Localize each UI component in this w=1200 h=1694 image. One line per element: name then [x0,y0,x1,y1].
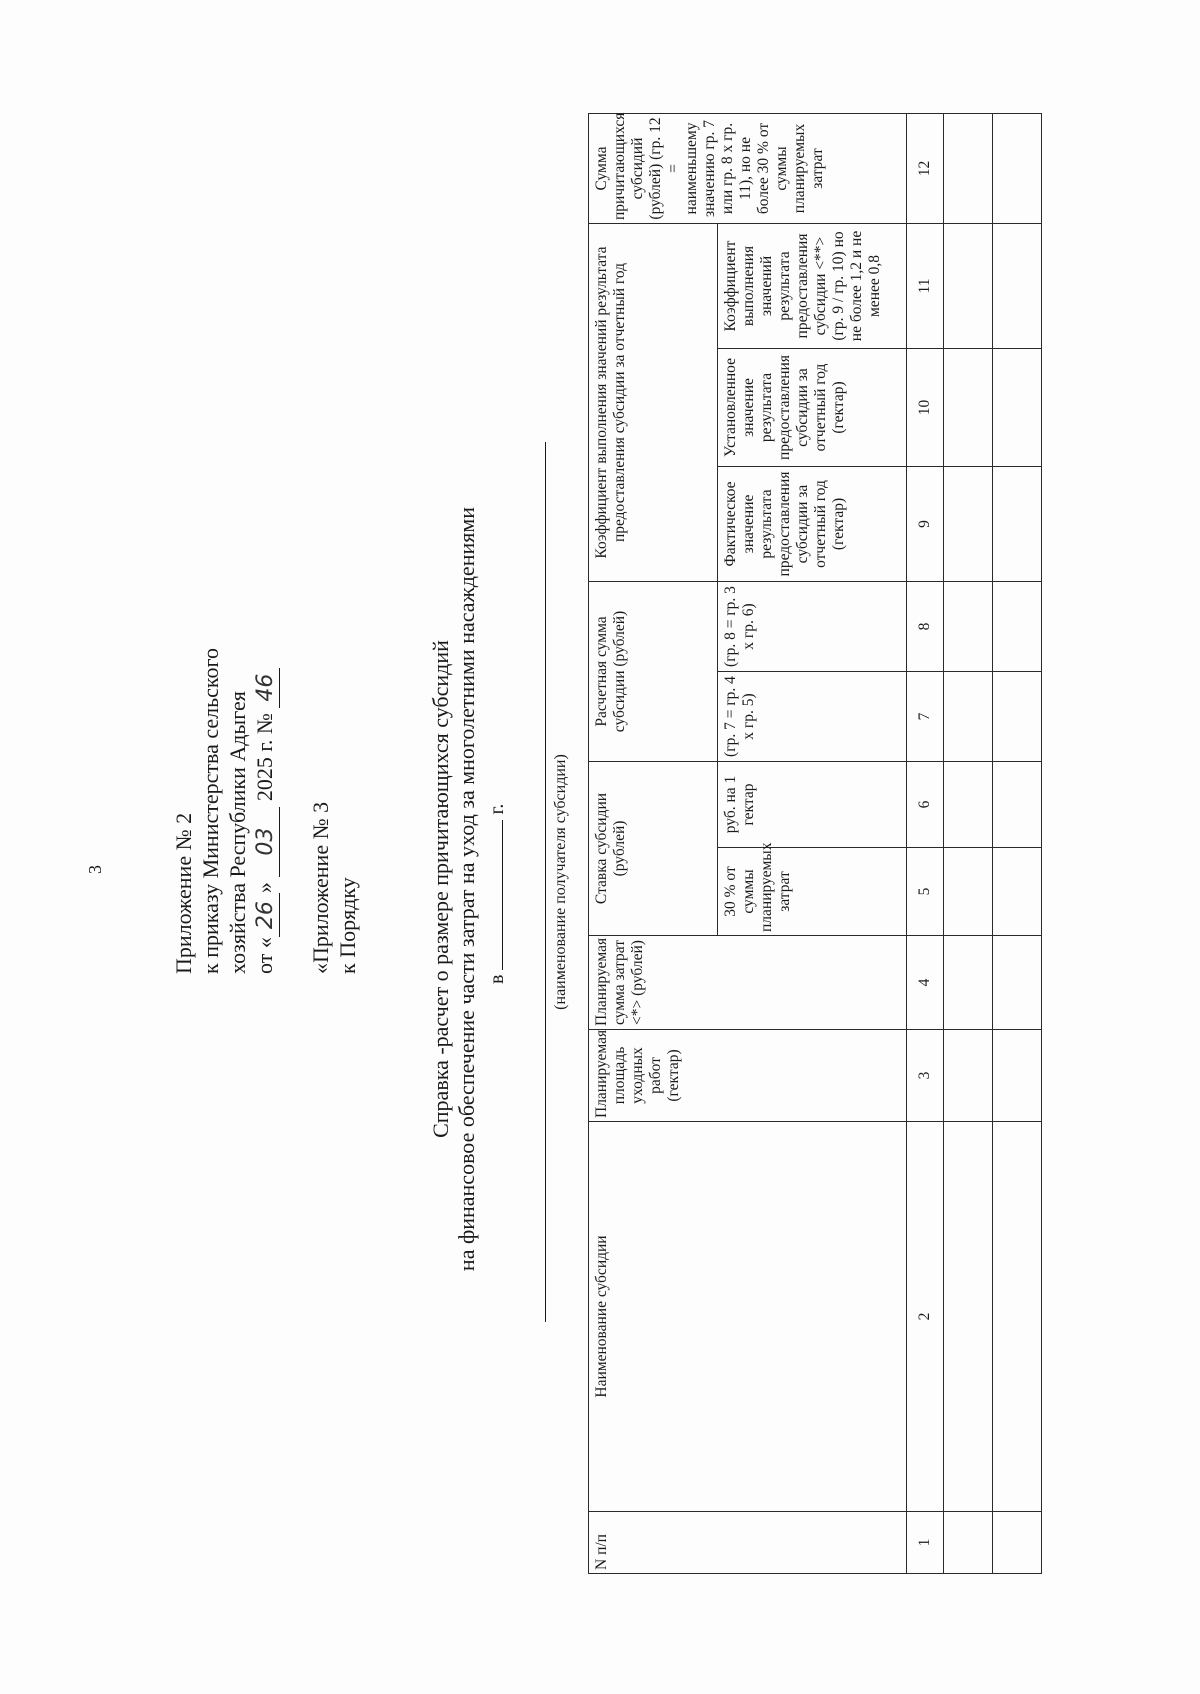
header-rate-a: 30 % от суммы планируемых затрат [718,848,907,936]
header-rate-b: руб. на 1 гектар [718,762,907,848]
col-number: 7 [907,672,944,762]
col-number: 11 [907,223,944,348]
col-number: 3 [907,1030,944,1122]
appendix-line3: хозяйства Республики Адыгея [225,691,250,974]
appendix-line1: Приложение № 2 [171,812,196,974]
header-rate: Ставка субсидии (рублей) [589,762,718,936]
col-number: 6 [907,762,944,848]
appendix-line2: к приказу Министерства сельского [198,648,223,974]
date-prefix: от « [252,937,277,974]
header-calc-a: (гр. 7 = гр. 4 х гр. 5) [718,672,907,762]
handwritten-month: 03 [252,807,280,877]
header-sum: Сумма причитающихся субсидий (рублей) (гр. 12 = наименьшему значению гр. 7 или гр. 8 х гр. 11), но не более 30 % от суммы планируемых затрат [589,113,907,223]
header-coef-c: Коэффициент выполнения значений результата предоставления субсидии <**> (гр. 9 / гр. 10) но не более 1,2 и не менее 0,8 [718,223,907,348]
table-row [993,113,1042,1573]
recipient-caption: (наименование получателя субсидии) [552,754,569,1010]
in-label: в [486,974,508,984]
col-number: 5 [907,848,944,936]
header-costs: Планируемая сумма затрат <*> (рублей) [589,936,907,1030]
date-year: 2025 г. № [252,713,277,802]
col-number: 9 [907,467,944,582]
col-number: 2 [907,1122,944,1512]
header-calc: Расчетная сумма субсидии (рублей) [589,582,718,762]
col-number: 1 [907,1512,944,1574]
appendix-block [170,648,361,974]
col-number: 10 [907,349,944,467]
handwritten-day: 26 [252,893,280,937]
col-number: 8 [907,582,944,672]
annex-line1: «Приложение № 3 [308,801,333,974]
table-row [944,113,993,1573]
header-area: Планируемая площадь уходных работ (гектар) [589,1030,907,1122]
header-coef: Коэффициент выполнения значений результата предоставления субсидии за отчетный год [589,223,718,581]
subsidy-table [588,113,1042,1574]
appendix-date-line [251,648,280,974]
annex-line2: к Порядку [335,877,360,974]
header-calc-b: (гр. 8 = гр. 3 х гр. 6) [718,582,907,672]
header-row-1 [589,113,718,1573]
year-blank [484,820,503,970]
col-number: 4 [907,936,944,1030]
header-name: Наименование субсидии [589,1122,907,1512]
page-number: 3 [85,865,105,874]
column-number-row [907,113,944,1573]
year-suffix: г. [486,803,508,815]
title-line1: Справка -расчет о размере причитающихся субсидий [428,640,453,1138]
header-num: N п/п [589,1512,907,1574]
handwritten-number: 46 [252,668,280,708]
header-coef-b: Установленное значение результата предоставления субсидии за отчетный год (гектар) [718,349,907,467]
document-title [428,314,480,1464]
header-coef-a: Фактическое значение результата предоставления субсидии за отчетный год (гектар) [718,467,907,582]
col-number: 12 [907,113,944,223]
recipient-line [545,442,546,1322]
date-mid: » [252,882,277,894]
title-line2: на финансовое обеспечение части затрат на уход за многолетними насаждениями [454,506,479,1272]
year-line [484,804,509,984]
